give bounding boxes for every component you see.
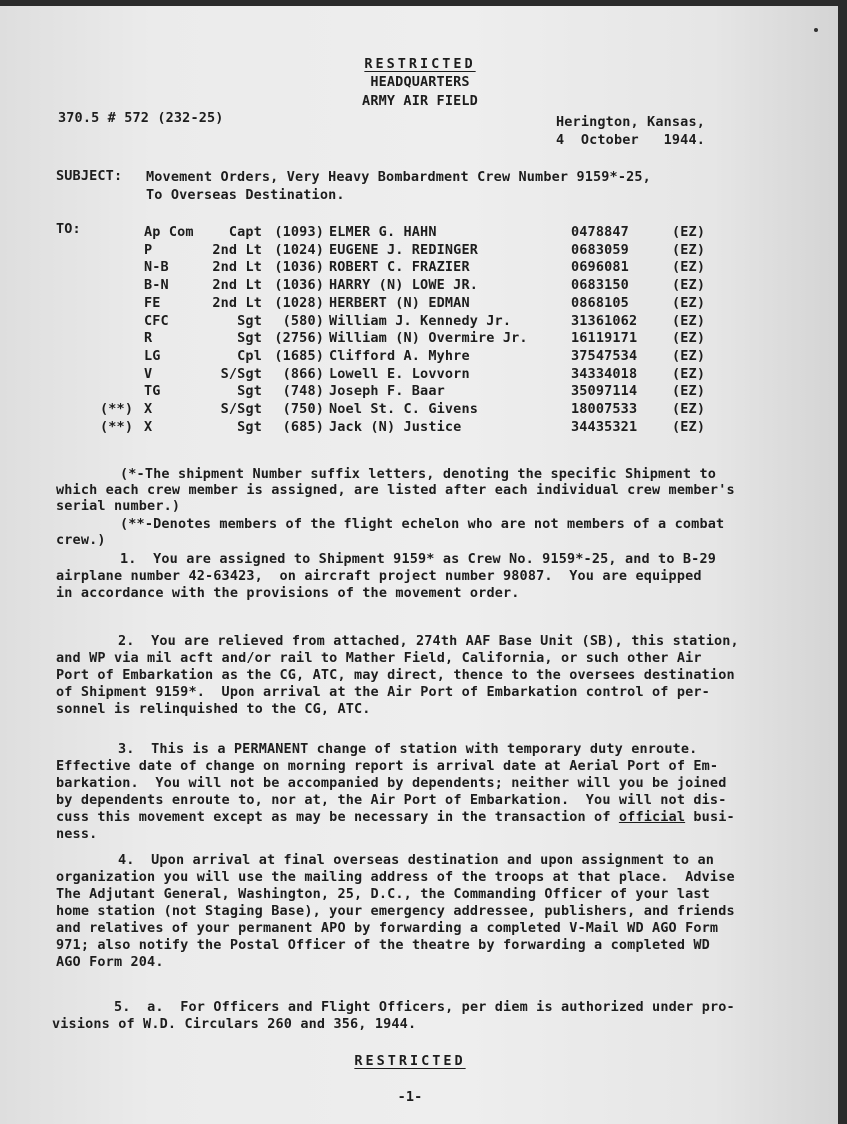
crew-shipment-suffix: (EZ) (672, 294, 706, 311)
crew-mos-code: (580) (282, 312, 324, 329)
paragraph-line: in accordance with the provisions of the movement order. (56, 585, 520, 601)
crew-rank: 2nd Lt (212, 259, 262, 276)
crew-row (0, 295, 838, 313)
crew-rank: 2nd Lt (212, 241, 262, 258)
crew-row (0, 242, 838, 260)
crew-name: Jack (N) Justice (329, 418, 462, 435)
crew-serial: 31361062 (571, 312, 638, 329)
crew-name: Lowell E. Lovvorn (329, 365, 470, 382)
crew-shipment-suffix: (EZ) (672, 418, 706, 435)
note-line: serial number.) (56, 498, 181, 514)
paragraph-line: AGO Form 204. (56, 954, 164, 970)
crew-position: V (144, 365, 153, 382)
crew-rank: Sgt (237, 312, 262, 329)
paragraph-line: sonnel is relinquished to the CG, ATC. (56, 701, 371, 717)
crew-position: TG (144, 383, 161, 400)
subject-label: SUBJECT: (56, 168, 123, 184)
paragraph-line: 5. a. For Officers and Flight Officers, per diem is authorized under pro- (114, 999, 735, 1015)
crew-shipment-suffix: (EZ) (672, 401, 706, 417)
crew-position: LG (144, 347, 161, 364)
note-line: which each crew member is assigned, are listed after each individual crew member's (56, 482, 735, 498)
crew-position: B-N (144, 277, 169, 294)
crew-position: X (144, 418, 153, 435)
crew-name: William (N) Overmire Jr. (329, 330, 528, 347)
paragraph-line: cuss this movement except as may be necessary in the transaction of official busi- (56, 809, 735, 825)
crew-serial: 0696081 (571, 259, 629, 276)
crew-rank: 2nd Lt (212, 294, 262, 311)
paragraph-line: and WP via mil acft and/or rail to Mather Field, California, or such other Air (56, 650, 702, 666)
paragraph-line: 2. You are relieved from attached, 274th AAF Base Unit (SB), this station, (118, 633, 739, 649)
crew-mos-code: (2756) (274, 330, 324, 347)
paragraph-line: Effective date of change on morning report is arrival date at Aerial Port of Em- (56, 758, 719, 774)
crew-name: Joseph F. Baar (329, 383, 445, 400)
paragraph-line: and relatives of your permanent APO by forwarding a completed V-Mail WD AGO Form (56, 920, 719, 936)
paper-speck (814, 28, 818, 32)
crew-mos-code: (750) (282, 401, 324, 417)
paragraph-line: 4. Upon arrival at final overseas destination and upon assignment to an (118, 852, 714, 868)
location: Herington, Kansas, (556, 114, 705, 130)
crew-mos-code: (866) (282, 365, 324, 382)
classification-header: RESTRICTED (364, 56, 476, 72)
crew-position: Ap Com (144, 224, 194, 240)
crew-row (0, 401, 838, 419)
crew-name: ELMER G. HAHN (329, 224, 437, 240)
note-line: crew.) (56, 532, 106, 548)
crew-serial: 37547534 (571, 347, 638, 364)
crew-shipment-suffix: (EZ) (672, 224, 706, 240)
classification-footer: RESTRICTED (354, 1053, 466, 1069)
crew-mos-code: (1036) (274, 259, 324, 276)
crew-serial: 0683059 (571, 241, 629, 258)
document-page (0, 6, 838, 1124)
crew-rank: Sgt (237, 330, 262, 347)
paragraph-line: home station (not Staging Base), your emergency addressee, publishers, and friends (56, 903, 735, 919)
crew-position: N-B (144, 259, 169, 276)
crew-mos-code: (685) (282, 418, 324, 435)
crew-mos-code: (1028) (274, 294, 324, 311)
crew-serial: 34435321 (571, 418, 638, 435)
crew-rank: 2nd Lt (212, 277, 262, 294)
paragraph-line: 1. You are assigned to Shipment 9159* as Crew No. 9159*-25, and to B-29 (120, 551, 716, 567)
crew-shipment-suffix: (EZ) (672, 365, 706, 382)
subject-line-1: Movement Orders, Very Heavy Bombardment Crew Number 9159*-25, (146, 169, 651, 185)
crew-row (0, 330, 838, 348)
crew-row (0, 348, 838, 366)
emphasized-word: official (618, 809, 686, 825)
crew-name: Noel St. C. Givens (329, 401, 478, 417)
crew-position: CFC (144, 312, 169, 329)
file-number: 370.5 # 572 (232-25) (58, 110, 224, 126)
note-line: (**-Denotes members of the flight echelon who are not members of a combat (120, 516, 725, 532)
crew-shipment-suffix: (EZ) (672, 330, 706, 347)
army-air-field-title: ARMY AIR FIELD (362, 93, 478, 109)
crew-row (0, 366, 838, 384)
crew-row (0, 313, 838, 331)
crew-position: X (144, 401, 153, 417)
crew-rank: Sgt (237, 383, 262, 400)
crew-name: ROBERT C. FRAZIER (329, 259, 470, 276)
paragraph-line: The Adjutant General, Washington, 25, D.C., the Commanding Officer of your last (56, 886, 710, 902)
crew-shipment-suffix: (EZ) (672, 277, 706, 294)
subject-line-2: To Overseas Destination. (146, 187, 345, 203)
crew-row (0, 419, 838, 437)
crew-name: HARRY (N) LOWE JR. (329, 277, 478, 294)
paragraph-line: barkation. You will not be accompanied by dependents; neither will you be joined (56, 775, 727, 791)
crew-mos-code: (1093) (274, 224, 324, 240)
paragraph-line: 3. This is a PERMANENT change of station with temporary duty enroute. (118, 741, 698, 757)
crew-position: FE (144, 294, 161, 311)
paragraph-line: by dependents enroute to, nor at, the Air Port of Embarkation. You will not dis- (56, 792, 727, 808)
crew-serial: 0683150 (571, 277, 629, 294)
page-number: -1- (397, 1089, 423, 1105)
crew-shipment-suffix: (EZ) (672, 383, 706, 400)
crew-name: William J. Kennedy Jr. (329, 312, 512, 329)
crew-row (0, 383, 838, 401)
crew-flag: (**) (100, 418, 134, 435)
crew-rank: S/Sgt (220, 365, 262, 382)
document-date: 4 October 1944. (556, 132, 705, 148)
crew-row (0, 259, 838, 277)
crew-mos-code: (748) (282, 383, 324, 400)
note-line: (*-The shipment Number suffix letters, denoting the specific Shipment to (120, 466, 716, 482)
crew-name: EUGENE J. REDINGER (329, 241, 478, 258)
crew-row (0, 224, 838, 242)
crew-name: HERBERT (N) EDMAN (329, 294, 470, 311)
crew-position: P (144, 241, 153, 258)
crew-shipment-suffix: (EZ) (672, 312, 706, 329)
crew-flag: (**) (100, 401, 134, 417)
crew-serial: 16119171 (571, 330, 638, 347)
to-label: TO: (56, 221, 81, 237)
paragraph-line: ness. (56, 826, 98, 842)
crew-position: R (144, 330, 153, 347)
paragraph-line: organization you will use the mailing address of the troops at that place. Advise (56, 869, 735, 885)
crew-name: Clifford A. Myhre (329, 347, 470, 364)
paragraph-line: of Shipment 9159*. Upon arrival at the Air Port of Embarkation control of per- (56, 684, 710, 700)
paragraph-line: visions of W.D. Circulars 260 and 356, 1944. (52, 1016, 417, 1032)
crew-serial: 18007533 (571, 401, 638, 417)
crew-rank: Capt (228, 224, 262, 240)
crew-shipment-suffix: (EZ) (672, 241, 706, 258)
crew-serial: 0868105 (571, 294, 629, 311)
crew-rank: S/Sgt (220, 401, 262, 417)
crew-serial: 35097114 (571, 383, 638, 400)
paragraph-line: 971; also notify the Postal Officer of the theatre by forwarding a completed WD (56, 937, 710, 953)
crew-row (0, 277, 838, 295)
crew-serial: 34334018 (571, 365, 638, 382)
crew-shipment-suffix: (EZ) (672, 259, 706, 276)
headquarters-title: HEADQUARTERS (370, 74, 470, 90)
crew-rank: Cpl (237, 347, 262, 364)
crew-rank: Sgt (237, 418, 262, 435)
crew-mos-code: (1685) (274, 347, 324, 364)
paragraph-line: Port of Embarkation as the CG, ATC, may direct, thence to the oversees destination (56, 667, 735, 683)
crew-shipment-suffix: (EZ) (672, 347, 706, 364)
crew-mos-code: (1036) (274, 277, 324, 294)
crew-mos-code: (1024) (274, 241, 324, 258)
paragraph-line: airplane number 42-63423, on aircraft project number 98087. You are equipped (56, 568, 702, 584)
crew-serial: 0478847 (571, 224, 629, 240)
